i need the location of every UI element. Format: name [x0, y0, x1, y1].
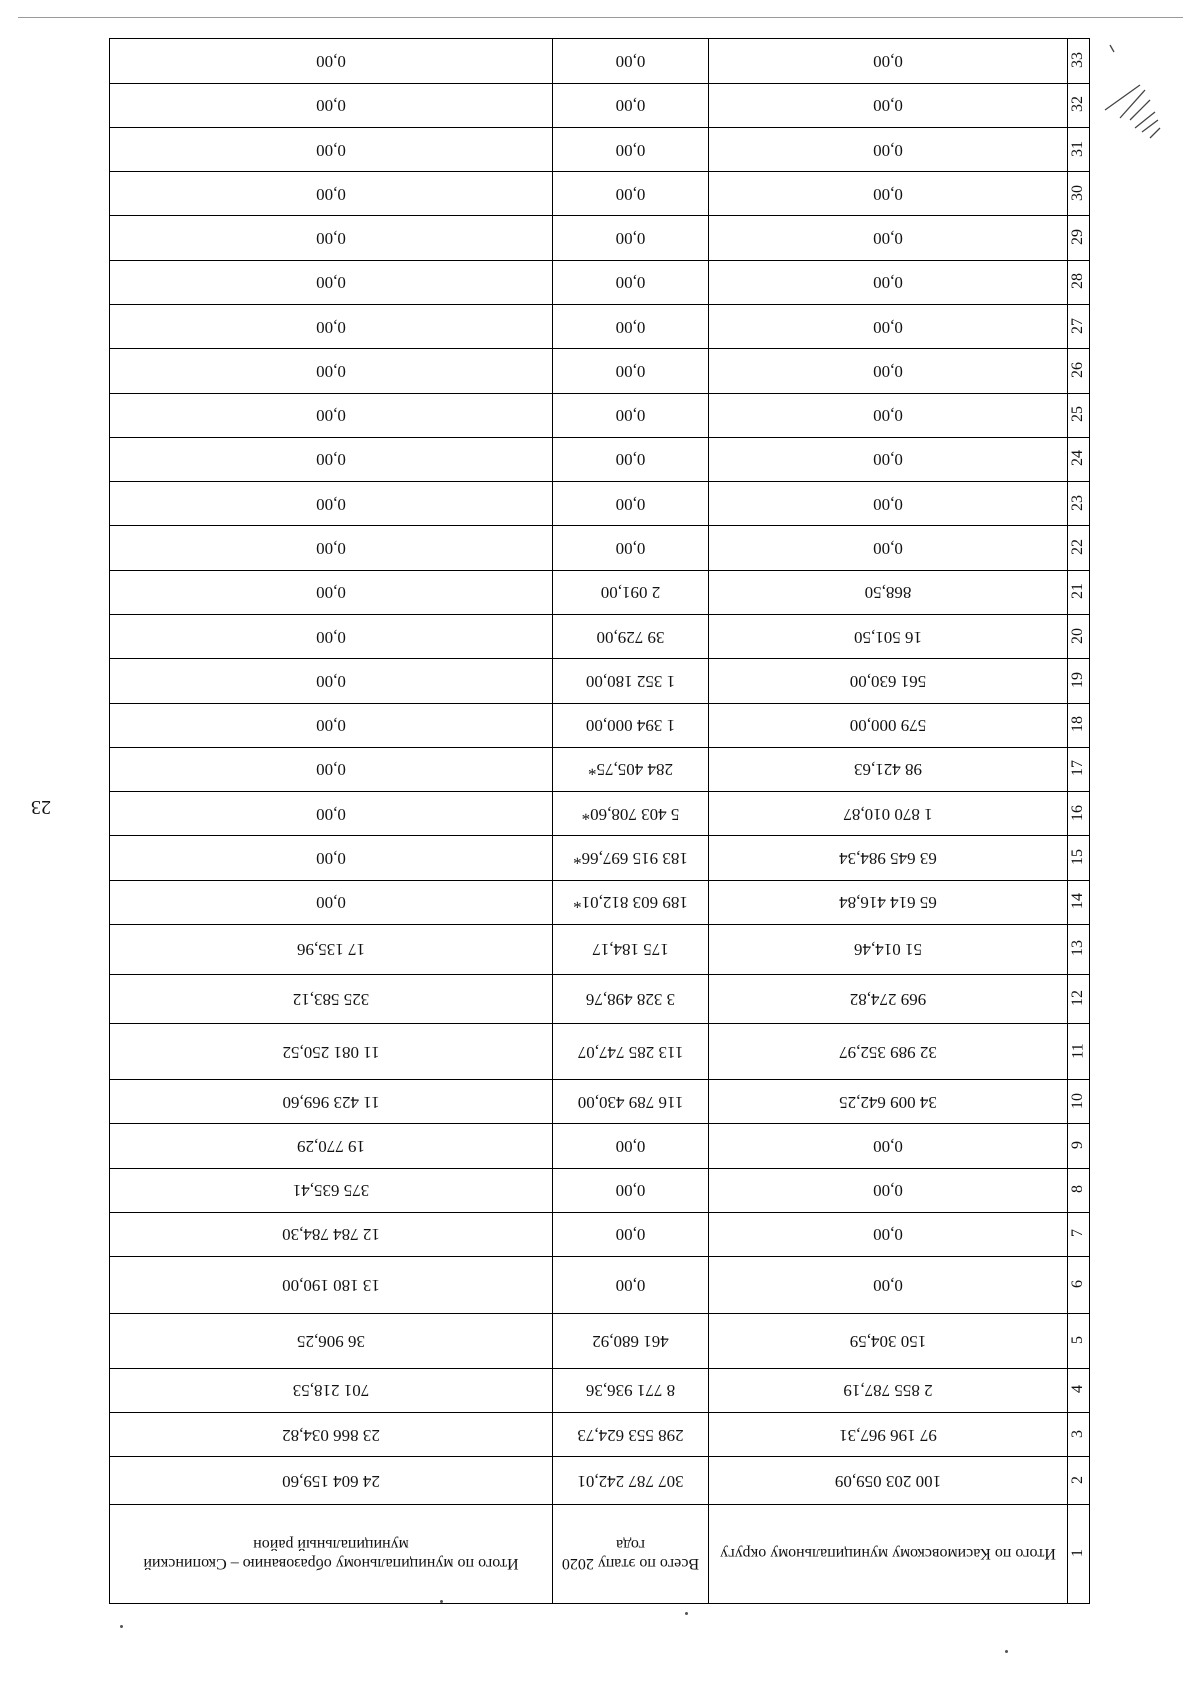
- cell-c2: 0,00: [553, 172, 709, 216]
- cell-c2: 0,00: [553, 393, 709, 437]
- cell-c2: 0,00: [553, 482, 709, 526]
- cell-c3: 0,00: [110, 349, 553, 393]
- table-row: [110, 1368, 1090, 1412]
- row-number: 30: [1068, 172, 1090, 216]
- row-number: 1: [1068, 1504, 1090, 1603]
- row-number: 9: [1068, 1124, 1090, 1168]
- cell-c3: 13 180 190,00: [110, 1257, 553, 1314]
- speck: [120, 1625, 123, 1628]
- cell-c1: 0,00: [709, 1212, 1068, 1256]
- row-number: 10: [1068, 1079, 1090, 1123]
- row-number: 33: [1068, 39, 1090, 84]
- cell-c2: 284 405,75*: [553, 747, 709, 791]
- top-rule: [18, 17, 1183, 18]
- table-row: [110, 172, 1090, 216]
- cell-c2: 307 787 242,01: [553, 1457, 709, 1504]
- cell-c3: 19 770,29: [110, 1124, 553, 1168]
- table-row: [110, 1124, 1090, 1168]
- table-row: [110, 526, 1090, 570]
- cell-c3: 11 081 250,52: [110, 1024, 553, 1080]
- cell-c3: 0,00: [110, 393, 553, 437]
- speck: [685, 1612, 688, 1615]
- table-row: [110, 880, 1090, 924]
- row-number: 17: [1068, 747, 1090, 791]
- cell-c2: 116 789 430,00: [553, 1079, 709, 1123]
- cell-c1: 579 000,00: [709, 703, 1068, 747]
- row-number: 8: [1068, 1168, 1090, 1212]
- cell-c1: 97 196 967,31: [709, 1413, 1068, 1457]
- table-row: [110, 83, 1090, 127]
- cell-c3: 0,00: [110, 260, 553, 304]
- cell-c3: 23 866 034,82: [110, 1413, 553, 1457]
- cell-c1: 100 203 059,09: [709, 1457, 1068, 1504]
- cell-c1: 16 501,50: [709, 614, 1068, 658]
- header-skopin: Итого по муниципальному образованию – Скопинский муниципальный район: [110, 1504, 553, 1603]
- table-row: [110, 393, 1090, 437]
- cell-c3: 0,00: [110, 216, 553, 260]
- row-number: 5: [1068, 1314, 1090, 1369]
- table-row: [110, 437, 1090, 481]
- cell-c1: 0,00: [709, 172, 1068, 216]
- row-number: 31: [1068, 127, 1090, 171]
- table-row: [110, 792, 1090, 836]
- table-row: [110, 836, 1090, 880]
- row-number: 12: [1068, 974, 1090, 1024]
- cell-c1: 0,00: [709, 1257, 1068, 1314]
- row-number: 26: [1068, 349, 1090, 393]
- header-kasimov: Итого по Касимовскому муниципальному округу: [709, 1504, 1068, 1603]
- cell-c1: 2 855 787,19: [709, 1368, 1068, 1412]
- cell-c1: 868,50: [709, 570, 1068, 614]
- cell-c2: 175 184,17: [553, 924, 709, 974]
- cell-c2: 0,00: [553, 39, 709, 84]
- cell-c2: 0,00: [553, 526, 709, 570]
- row-number: 25: [1068, 393, 1090, 437]
- row-number: 28: [1068, 260, 1090, 304]
- cell-c3: 0,00: [110, 614, 553, 658]
- cell-c2: 0,00: [553, 437, 709, 481]
- table-row: [110, 1314, 1090, 1369]
- cell-c3: 24 604 159,60: [110, 1457, 553, 1504]
- table-row: [110, 1457, 1090, 1504]
- cell-c3: 0,00: [110, 836, 553, 880]
- cell-c3: 0,00: [110, 127, 553, 171]
- row-number: 16: [1068, 792, 1090, 836]
- row-number: 7: [1068, 1212, 1090, 1256]
- cell-c2: 0,00: [553, 1257, 709, 1314]
- cell-c1: 0,00: [709, 39, 1068, 84]
- cell-c2: 1 352 180,00: [553, 659, 709, 703]
- cell-c3: 325 583,12: [110, 974, 553, 1024]
- cell-c1: 561 630,00: [709, 659, 1068, 703]
- data-table: [109, 38, 1090, 1604]
- cell-c2: 0,00: [553, 1168, 709, 1212]
- table-row: [110, 1257, 1090, 1314]
- cell-c3: 12 784 784,30: [110, 1212, 553, 1256]
- page-number: 23: [31, 796, 51, 818]
- table-row: [110, 216, 1090, 260]
- cell-c3: 0,00: [110, 703, 553, 747]
- cell-c2: 0,00: [553, 260, 709, 304]
- cell-c2: 2 091,00: [553, 570, 709, 614]
- cell-c1: 0,00: [709, 393, 1068, 437]
- cell-c3: 0,00: [110, 39, 553, 84]
- table-row: [110, 305, 1090, 349]
- table-row: [110, 260, 1090, 304]
- table-row: [110, 482, 1090, 526]
- cell-c1: 32 989 352,97: [709, 1024, 1068, 1080]
- cell-c1: 63 645 984,34: [709, 836, 1068, 880]
- row-number: 23: [1068, 482, 1090, 526]
- table-row: [110, 703, 1090, 747]
- table-row: [110, 1413, 1090, 1457]
- cell-c1: 0,00: [709, 1124, 1068, 1168]
- row-number: 3: [1068, 1413, 1090, 1457]
- cell-c3: 11 423 969,60: [110, 1079, 553, 1123]
- cell-c3: 17 135,96: [110, 924, 553, 974]
- header-total-2020: Всего по этапу 2020 года: [553, 1504, 709, 1603]
- cell-c3: 375 635,41: [110, 1168, 553, 1212]
- row-number: 4: [1068, 1368, 1090, 1412]
- row-number: 22: [1068, 526, 1090, 570]
- table-row: [110, 1079, 1090, 1123]
- table-row: [110, 349, 1090, 393]
- cell-c1: 150 304,59: [709, 1314, 1068, 1369]
- row-number: 24: [1068, 437, 1090, 481]
- table-row: [110, 570, 1090, 614]
- cell-c2: 0,00: [553, 127, 709, 171]
- cell-c3: 0,00: [110, 747, 553, 791]
- cell-c3: 0,00: [110, 880, 553, 924]
- cell-c3: 0,00: [110, 83, 553, 127]
- row-number: 29: [1068, 216, 1090, 260]
- cell-c2: 113 285 747,07: [553, 1024, 709, 1080]
- data-table-sheet: [110, 38, 1090, 1604]
- row-number: 14: [1068, 880, 1090, 924]
- table-row: [110, 39, 1090, 84]
- cell-c1: 0,00: [709, 216, 1068, 260]
- cell-c3: 0,00: [110, 437, 553, 481]
- row-number: 11: [1068, 1024, 1090, 1080]
- cell-c1: 1 870 010,87: [709, 792, 1068, 836]
- cell-c3: 0,00: [110, 659, 553, 703]
- cell-c1: 0,00: [709, 437, 1068, 481]
- row-number: 19: [1068, 659, 1090, 703]
- row-number: 32: [1068, 83, 1090, 127]
- cell-c2: 0,00: [553, 1212, 709, 1256]
- cell-c2: 3 328 498,76: [553, 974, 709, 1024]
- row-number: 13: [1068, 924, 1090, 974]
- row-number: 6: [1068, 1257, 1090, 1314]
- cell-c1: 969 274,82: [709, 974, 1068, 1024]
- cell-c3: 701 218,53: [110, 1368, 553, 1412]
- row-number: 21: [1068, 570, 1090, 614]
- row-number: 27: [1068, 305, 1090, 349]
- cell-c2: 0,00: [553, 1124, 709, 1168]
- table-row: [110, 127, 1090, 171]
- cell-c2: 0,00: [553, 216, 709, 260]
- cell-c1: 34 009 642,25: [709, 1079, 1068, 1123]
- row-number: 15: [1068, 836, 1090, 880]
- cell-c3: 0,00: [110, 792, 553, 836]
- cell-c2: 8 771 936,36: [553, 1368, 709, 1412]
- cell-c2: 461 680,92: [553, 1314, 709, 1369]
- table-row: [110, 974, 1090, 1024]
- table-row: [110, 659, 1090, 703]
- cell-c2: 189 603 812,01*: [553, 880, 709, 924]
- cell-c1: 0,00: [709, 349, 1068, 393]
- cell-c3: 0,00: [110, 305, 553, 349]
- cell-c1: 0,00: [709, 1168, 1068, 1212]
- table-row: [110, 1168, 1090, 1212]
- cell-c1: 0,00: [709, 526, 1068, 570]
- cell-c3: 0,00: [110, 482, 553, 526]
- speck: [440, 1600, 443, 1603]
- cell-c2: 0,00: [553, 305, 709, 349]
- cell-c1: 65 614 416,84: [709, 880, 1068, 924]
- cell-c2: 5 403 708,60*: [553, 792, 709, 836]
- cell-c2: 1 394 000,00: [553, 703, 709, 747]
- cell-c1: 98 421,63: [709, 747, 1068, 791]
- cell-c1: 0,00: [709, 305, 1068, 349]
- speck: [1005, 1650, 1008, 1653]
- table-row: [110, 614, 1090, 658]
- cell-c2: 39 729,00: [553, 614, 709, 658]
- row-number: 20: [1068, 614, 1090, 658]
- cell-c3: 0,00: [110, 172, 553, 216]
- row-number: 2: [1068, 1457, 1090, 1504]
- handwritten-mark: [1100, 40, 1180, 150]
- table-row: [110, 1024, 1090, 1080]
- table-row: [110, 924, 1090, 974]
- cell-c2: 183 915 697,66*: [553, 836, 709, 880]
- cell-c3: 0,00: [110, 526, 553, 570]
- cell-c1: 0,00: [709, 260, 1068, 304]
- cell-c3: 0,00: [110, 570, 553, 614]
- table-row: [110, 747, 1090, 791]
- cell-c1: 51 014,46: [709, 924, 1068, 974]
- cell-c1: 0,00: [709, 127, 1068, 171]
- cell-c2: 298 553 624,73: [553, 1413, 709, 1457]
- cell-c2: 0,00: [553, 349, 709, 393]
- cell-c3: 36 906,25: [110, 1314, 553, 1369]
- row-number: 18: [1068, 703, 1090, 747]
- table-header-row: [110, 1504, 1090, 1603]
- cell-c1: 0,00: [709, 482, 1068, 526]
- cell-c2: 0,00: [553, 83, 709, 127]
- cell-c1: 0,00: [709, 83, 1068, 127]
- table-row: [110, 1212, 1090, 1256]
